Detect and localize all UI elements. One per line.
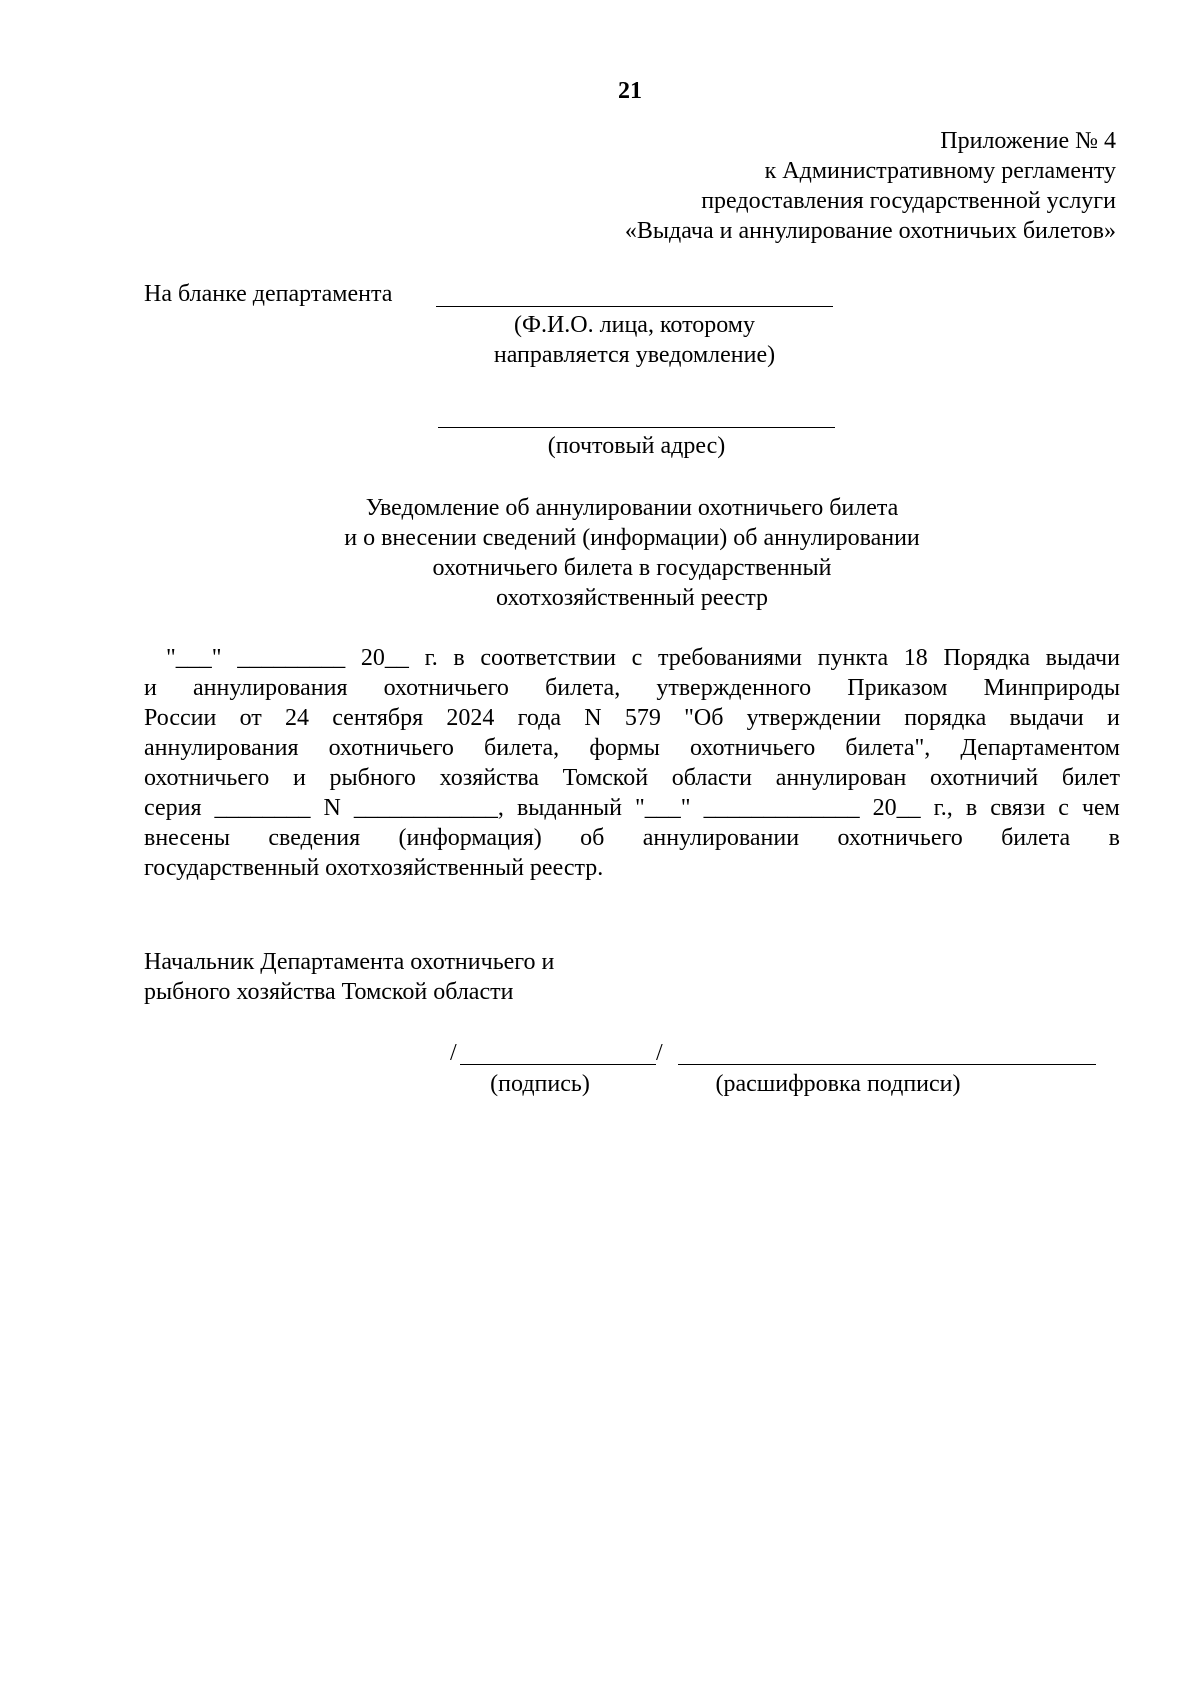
body-word: Минприроды (983, 675, 1120, 701)
body-word: порядка (904, 705, 987, 731)
body-word: охотничьего (383, 675, 509, 701)
body-word: ________ (214, 795, 311, 821)
letterhead-label: На бланке департамента (144, 281, 393, 307)
body-word: выдачи (1009, 705, 1084, 731)
appendix-line-3: предоставления государственной услуги (701, 188, 1116, 214)
body-word: России (144, 705, 217, 731)
body-word: аннулирования (144, 735, 299, 761)
body-word: Приказом (847, 675, 948, 701)
chief-title-line-1: Начальник Департамента охотничьего и (144, 949, 555, 975)
recipient-name-caption-line-1: (Ф.И.О. лица, которому (514, 312, 755, 338)
postal-address-field (438, 427, 835, 428)
letterhead-row (144, 279, 844, 309)
body-word: и (1106, 705, 1120, 731)
body-word: в (453, 645, 465, 671)
body-word: связи (990, 795, 1046, 821)
body-word: соответствии (480, 645, 616, 671)
body-word: требованиями (657, 645, 803, 671)
chief-title (144, 947, 744, 1007)
body-word: 2024 (446, 705, 495, 731)
body-word: 24 (284, 705, 309, 731)
title-line-3: охотничьего билета в государственный (432, 555, 832, 581)
body-line (144, 673, 1120, 703)
body-word: рыбного (329, 765, 416, 791)
body-word: билет (1061, 765, 1120, 791)
body-word: сведения (268, 825, 361, 851)
body-word: утвержденного (656, 675, 812, 701)
body-line (144, 763, 1120, 793)
page-number: 21 (618, 78, 642, 104)
body-word: утверждении (746, 705, 881, 731)
body-word: сентября (332, 705, 424, 731)
body-word: пункта (817, 645, 889, 671)
body-word: с (1058, 795, 1069, 821)
title-line-1: Уведомление об аннулировании охотничьего билета (365, 495, 899, 521)
body-line (144, 793, 1120, 823)
title-line-4: охотхозяйственный реестр (495, 585, 769, 611)
body-word: серия (144, 795, 202, 821)
signature-slash-right: / (656, 1040, 663, 1066)
body-word: Департаментом (960, 735, 1120, 761)
body-word: охотничий (930, 765, 1039, 791)
body-word: охотничьего (837, 825, 963, 851)
body-word: в (1108, 825, 1120, 851)
body-last-line (144, 853, 1120, 883)
body-word: (информация) (398, 825, 542, 851)
appendix-line-4: «Выдача и аннулирование охотничьих билетов» (624, 218, 1116, 244)
body-word: билета", (845, 735, 931, 761)
body-word: с (631, 645, 643, 671)
signature-field (460, 1064, 656, 1065)
body-word: выдачи (1045, 645, 1120, 671)
document-title (144, 493, 1120, 613)
body-word: N (584, 705, 602, 731)
appendix-line-1: Приложение № 4 (940, 128, 1116, 154)
body-word: N (323, 795, 341, 821)
signature-decode-field (678, 1064, 1096, 1065)
body-word: "___" (634, 795, 691, 821)
chief-title-line-2: рыбного хозяйства Томской области (144, 979, 514, 1005)
body-word: области (671, 765, 753, 791)
body-word: об (580, 825, 605, 851)
body-word: г. (424, 645, 438, 671)
body-word: охотничьего (144, 765, 270, 791)
body-word: охотничьего (689, 735, 816, 761)
body-word: г., (933, 795, 953, 821)
body-word: билета, (545, 675, 621, 701)
notice-body (144, 643, 1120, 883)
signature-slash-left: / (450, 1040, 457, 1066)
signature-decode-caption: (расшифровка подписи) (715, 1071, 961, 1097)
recipient-name-caption-line-2: направляется уведомление) (493, 342, 776, 368)
body-word: хозяйства (439, 765, 539, 791)
body-word: _____________ (703, 795, 860, 821)
body-word: и (144, 675, 157, 701)
appendix-line-2: к Административному регламенту (764, 158, 1116, 184)
signature-caption: (подпись) (490, 1071, 590, 1097)
body-word: формы (589, 735, 660, 761)
body-word: выданный (516, 795, 622, 821)
body-word: аннулировании (642, 825, 800, 851)
appendix-reference (416, 126, 1116, 246)
body-line (144, 733, 1120, 763)
body-line (144, 823, 1120, 853)
body-word: 18 (903, 645, 928, 671)
body-word: билета, (484, 735, 560, 761)
body-word: внесены (144, 825, 230, 851)
body-word: "___" (166, 645, 222, 671)
body-word: 20__ (872, 795, 921, 821)
body-word: билета (1001, 825, 1071, 851)
body-word: от (239, 705, 262, 731)
body-word: _________ (237, 645, 346, 671)
body-word: и (292, 765, 306, 791)
body-word: 579 (624, 705, 661, 731)
recipient-name-field (436, 306, 833, 307)
title-line-2: и о внесении сведений (информации) об аннулировании (344, 525, 920, 551)
body-word: 20__ (360, 645, 409, 671)
body-word: аннулирования (193, 675, 348, 701)
body-word: в (965, 795, 978, 821)
recipient-name-caption (436, 310, 833, 370)
body-word: охотничьего (328, 735, 454, 761)
body-last-line-text: государственный охотхозяйственный реестр. (144, 855, 604, 881)
body-line (144, 643, 1120, 673)
body-word: Порядка (943, 645, 1030, 671)
body-word: ____________, (353, 795, 504, 821)
body-line (144, 703, 1120, 733)
body-word: "Об (684, 705, 724, 731)
body-word: аннулирован (775, 765, 907, 791)
postal-address-caption: (почтовый адрес) (547, 433, 726, 459)
body-word: года (517, 705, 562, 731)
body-word: чем (1081, 795, 1120, 821)
body-word: Томской (562, 765, 649, 791)
